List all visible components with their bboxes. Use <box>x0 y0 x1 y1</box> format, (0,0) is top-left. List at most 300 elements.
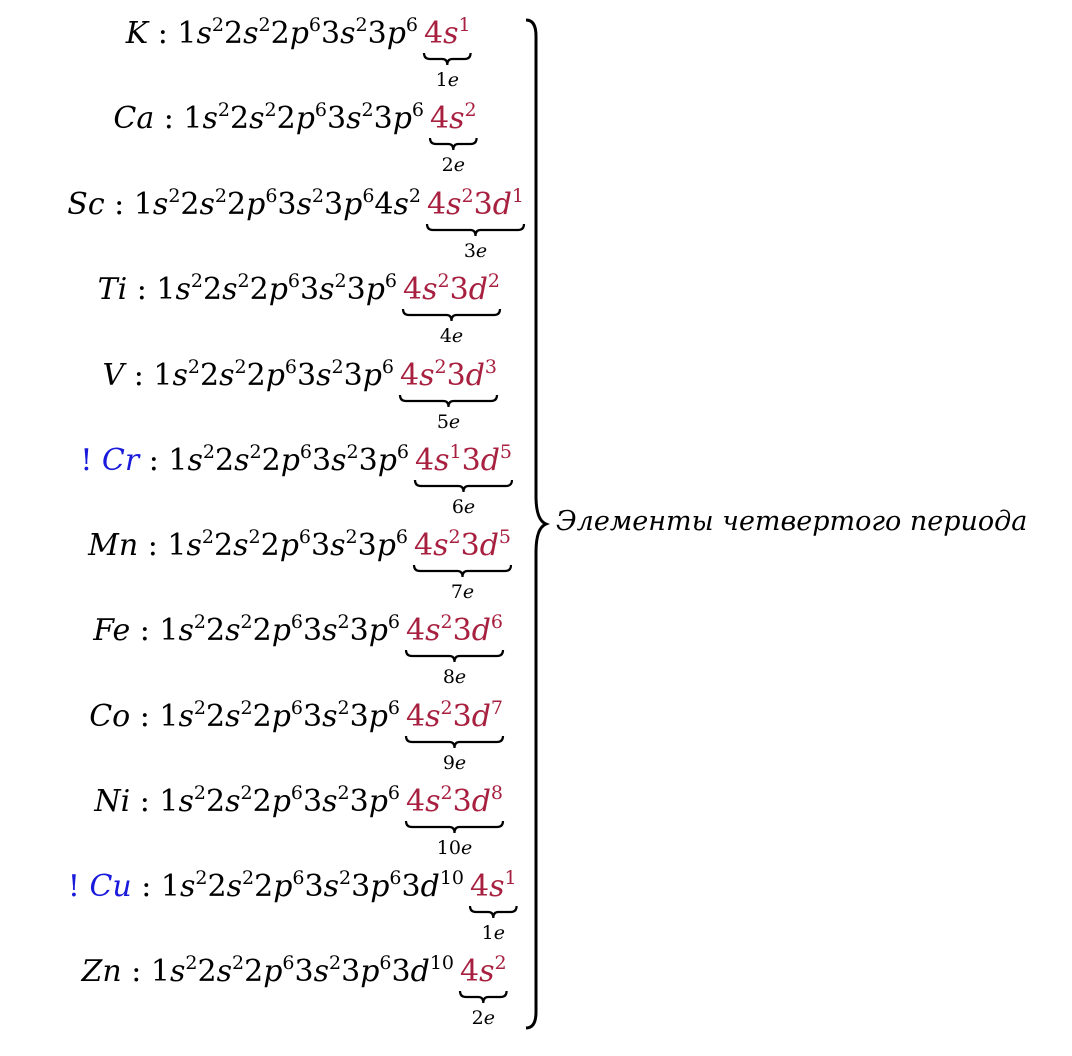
occupancy: 1 <box>511 185 524 207</box>
orbital: 2p <box>260 528 299 563</box>
config-term <box>311 528 358 563</box>
orbital: 4s <box>415 443 450 478</box>
config-term <box>374 101 424 136</box>
occupancy: 6 <box>287 270 300 292</box>
config-term <box>350 613 400 648</box>
config-term <box>206 613 253 648</box>
occupancy: 2 <box>211 14 224 36</box>
element-row <box>0 952 530 1029</box>
occupancy: 6 <box>395 526 408 548</box>
config-term <box>305 869 352 904</box>
occupancy: 2 <box>361 99 374 121</box>
orbital: 2s <box>207 869 242 904</box>
occupancy: 2 <box>408 185 421 207</box>
occupancy: 6 <box>405 14 418 36</box>
orbital: 3p <box>341 954 380 989</box>
period-label: Элементы четвертого периода <box>556 506 1028 537</box>
occupancy: 2 <box>434 356 447 378</box>
occupancy: 2 <box>187 356 200 378</box>
config-term <box>247 358 297 393</box>
core-configuration <box>94 782 400 819</box>
core-configuration <box>113 99 424 136</box>
occupancy: 2 <box>440 611 453 633</box>
occupancy: 2 <box>240 697 253 719</box>
config-term <box>254 869 304 904</box>
electron-count: 9e <box>442 752 467 774</box>
orbital: 3p <box>349 784 388 819</box>
config-term <box>374 187 421 222</box>
element-symbol: Ti <box>97 272 128 307</box>
underbrace <box>412 564 513 580</box>
config-term <box>392 954 455 989</box>
occupancy: 2 <box>258 14 271 36</box>
orbital: 3d <box>401 869 440 904</box>
orbital: 3s <box>297 358 332 393</box>
config-term <box>203 272 250 307</box>
orbital: 4s <box>430 101 465 136</box>
core-configuration <box>80 441 409 478</box>
occupancy: 2 <box>240 611 253 633</box>
occupancy: 2 <box>464 99 477 121</box>
valence-term <box>461 528 511 563</box>
valence-electrons <box>406 611 503 648</box>
orbital: 2s <box>230 101 265 136</box>
element-symbol: Ca <box>113 101 155 136</box>
config-term <box>358 528 408 563</box>
occupancy: 2 <box>214 185 227 207</box>
orbital: 3p <box>349 613 388 648</box>
element-symbol: V <box>102 358 125 393</box>
config-term <box>224 16 271 51</box>
electron-count: 1e <box>481 922 505 944</box>
config-term <box>151 954 198 989</box>
orbital: 3d <box>452 699 491 734</box>
valence-term <box>462 443 512 478</box>
underbrace <box>404 649 505 665</box>
orbital: 1s <box>156 272 191 307</box>
element-symbol: K <box>125 16 149 51</box>
electron-count: 2e <box>471 1007 495 1029</box>
config-term <box>215 443 262 478</box>
config-term <box>261 528 311 563</box>
orbital: 1s <box>160 869 196 904</box>
orbital: 4s <box>403 272 438 307</box>
occupancy: 5 <box>498 526 511 548</box>
occupancy: 5 <box>499 441 512 463</box>
occupancy: 6 <box>284 356 297 378</box>
separator: : <box>121 954 151 989</box>
separator: : <box>148 16 178 51</box>
orbital: 2s <box>214 528 249 563</box>
orbital: 1s <box>133 187 169 222</box>
config-term <box>200 358 247 393</box>
separator: : <box>138 528 168 563</box>
occupancy: 2 <box>337 611 350 633</box>
orbital: 1s <box>159 784 194 819</box>
occupancy: 2 <box>440 697 453 719</box>
orbital: 2p <box>252 613 291 648</box>
config-term <box>134 187 181 222</box>
orbital: 4s <box>374 187 409 222</box>
orbital: 2p <box>227 187 266 222</box>
core-configuration <box>67 867 464 904</box>
orbital: 2s <box>203 272 238 307</box>
orbital: 1s <box>177 16 212 51</box>
orbital: 4s <box>406 699 441 734</box>
orbital: 3d <box>473 187 512 222</box>
orbital: 2s <box>206 613 241 648</box>
occupancy: 1 <box>504 867 517 889</box>
orbital: 3s <box>277 187 312 222</box>
occupancy: 6 <box>314 99 327 121</box>
orbital: 2s <box>224 16 259 51</box>
occupancy: 6 <box>490 611 503 633</box>
occupancy: 6 <box>362 185 375 207</box>
config-term <box>277 187 324 222</box>
occupancy: 2 <box>355 14 368 36</box>
config-term <box>327 101 374 136</box>
orbital: 4s <box>406 613 441 648</box>
occupancy: 2 <box>345 526 358 548</box>
orbital: 2s <box>197 954 232 989</box>
element-symbol: Zn <box>81 954 122 989</box>
config-term <box>402 869 465 904</box>
orbital: 3p <box>324 187 363 222</box>
config-term <box>300 272 347 307</box>
orbital: 3s <box>303 699 338 734</box>
group-brace <box>520 16 550 1032</box>
valence-term <box>406 699 453 734</box>
occupancy: 6 <box>381 356 394 378</box>
config-term <box>253 699 303 734</box>
orbital: 3p <box>343 358 382 393</box>
orbital: 2p <box>276 101 315 136</box>
orbital: 2s <box>206 699 241 734</box>
occupancy: 7 <box>490 697 503 719</box>
orbital: 2p <box>246 358 285 393</box>
occupancy: 2 <box>339 867 352 889</box>
config-term <box>350 784 400 819</box>
underbrace <box>413 479 514 495</box>
orbital: 3s <box>321 16 356 51</box>
occupancy: 2 <box>440 782 453 804</box>
element-row <box>0 611 530 688</box>
orbital: 3p <box>349 699 388 734</box>
orbital: 3s <box>327 101 362 136</box>
config-term <box>341 954 391 989</box>
occupancy: 2 <box>487 270 500 292</box>
element-symbol: Cu <box>89 869 132 904</box>
occupancy: 2 <box>185 952 198 974</box>
occupancy: 3 <box>484 356 497 378</box>
orbital: 3d <box>452 613 491 648</box>
occupancy: 2 <box>190 270 203 292</box>
config-term <box>206 784 253 819</box>
config-term <box>198 954 245 989</box>
config-term <box>295 954 342 989</box>
valence-electrons <box>430 99 477 136</box>
occupancy: 2 <box>329 952 342 974</box>
config-term <box>344 358 394 393</box>
config-term <box>359 443 409 478</box>
occupancy: 2 <box>461 185 474 207</box>
element-row <box>0 99 530 176</box>
electron-count: 10e <box>436 837 473 859</box>
separator: : <box>130 699 160 734</box>
config-term <box>262 443 312 478</box>
orbital: 2p <box>244 954 283 989</box>
occupancy: 2 <box>232 952 245 974</box>
orbital: 2s <box>180 187 215 222</box>
config-term <box>303 784 350 819</box>
valence-term <box>470 869 517 904</box>
orbital: 3d <box>446 358 485 393</box>
config-term <box>303 613 350 648</box>
config-term <box>161 869 208 904</box>
config-term <box>324 187 374 222</box>
occupancy: 2 <box>337 697 350 719</box>
occupancy: 6 <box>411 99 424 121</box>
config-term <box>177 16 224 51</box>
occupancy: 2 <box>248 526 261 548</box>
valence-electrons <box>403 270 500 307</box>
valence-electrons <box>414 526 511 563</box>
valence-electrons <box>415 441 512 478</box>
orbital: 3p <box>373 101 412 136</box>
element-symbol: Mn <box>88 528 139 563</box>
occupancy: 6 <box>308 14 321 36</box>
element-row <box>0 14 530 91</box>
occupancy: 2 <box>264 99 277 121</box>
occupancy: 1 <box>458 14 471 36</box>
valence-electrons <box>424 14 471 51</box>
underbrace <box>458 990 509 1006</box>
orbital: 1s <box>159 699 194 734</box>
orbital: 4s <box>414 528 449 563</box>
occupancy: 2 <box>234 356 247 378</box>
config-term <box>303 699 350 734</box>
electron-count: 8e <box>442 666 467 688</box>
separator: : <box>130 613 160 648</box>
occupancy: 1 <box>449 441 462 463</box>
separator: : <box>131 869 161 904</box>
config-term <box>180 187 227 222</box>
element-row <box>0 867 530 944</box>
config-term <box>321 16 368 51</box>
core-configuration <box>97 270 397 307</box>
occupancy: 2 <box>193 611 206 633</box>
config-term <box>271 16 321 51</box>
core-configuration <box>67 185 421 222</box>
occupancy: 6 <box>290 697 303 719</box>
electron-count: 7e <box>450 581 475 603</box>
occupancy: 6 <box>282 952 295 974</box>
occupancy: 2 <box>494 952 507 974</box>
orbital: 1s <box>153 358 188 393</box>
orbital: 1s <box>183 101 218 136</box>
config-term <box>214 528 261 563</box>
occupancy: 6 <box>290 782 303 804</box>
orbital: 3p <box>358 443 397 478</box>
valence-term <box>453 784 503 819</box>
orbital: 2s <box>206 784 241 819</box>
occupancy: 2 <box>193 697 206 719</box>
occupancy: 2 <box>193 782 206 804</box>
electron-count: 5e <box>436 411 461 433</box>
element-symbol: Sc <box>67 187 105 222</box>
orbital: 2p <box>254 869 293 904</box>
valence-electrons <box>406 697 503 734</box>
occupancy: 2 <box>448 526 461 548</box>
orbital: 4s <box>470 869 505 904</box>
valence-term <box>427 187 474 222</box>
element-row <box>0 356 530 433</box>
electron-count: 6e <box>451 496 476 518</box>
config-term <box>253 784 303 819</box>
valence-term <box>430 101 477 136</box>
orbital: 3p <box>367 16 406 51</box>
config-term <box>297 358 344 393</box>
occupancy: 6 <box>265 185 278 207</box>
orbital: 2s <box>200 358 235 393</box>
valence-term <box>414 528 461 563</box>
orbital: 1s <box>150 954 186 989</box>
orbital: 1s <box>167 528 202 563</box>
underbrace <box>425 223 526 239</box>
config-term <box>183 101 230 136</box>
occupancy: 6 <box>389 867 402 889</box>
occupancy: 6 <box>379 952 392 974</box>
config-term <box>277 101 327 136</box>
core-configuration <box>89 697 400 734</box>
config-term <box>159 613 206 648</box>
separator: : <box>124 358 154 393</box>
orbital: 3s <box>312 443 347 478</box>
core-configuration <box>93 611 400 648</box>
valence-electrons <box>427 185 524 222</box>
orbital: 2p <box>252 784 291 819</box>
occupancy: 2 <box>237 270 250 292</box>
element-symbol: Fe <box>93 613 131 648</box>
orbital: 3d <box>461 443 500 478</box>
occupancy: 6 <box>299 441 312 463</box>
separator: : <box>104 187 134 222</box>
occupancy: 6 <box>384 270 397 292</box>
orbital: 3s <box>303 613 338 648</box>
core-configuration <box>125 14 418 51</box>
occupancy: 6 <box>298 526 311 548</box>
config-term <box>167 528 214 563</box>
element-row <box>0 526 530 603</box>
occupancy: 6 <box>387 782 400 804</box>
config-term <box>227 187 277 222</box>
config-term <box>368 16 418 51</box>
orbital: 2p <box>252 699 291 734</box>
underbrace <box>401 308 502 324</box>
config-term <box>153 358 200 393</box>
separator: : <box>154 101 184 136</box>
orbital: 2p <box>261 443 300 478</box>
separator: : <box>130 784 160 819</box>
occupancy: 2 <box>311 185 324 207</box>
valence-term <box>453 699 503 734</box>
config-term <box>159 784 206 819</box>
orbital: 3p <box>346 272 385 307</box>
config-term <box>351 869 401 904</box>
config-term <box>250 272 300 307</box>
orbital: 3d <box>391 954 430 989</box>
orbital: 3d <box>452 784 491 819</box>
valence-term <box>474 187 524 222</box>
occupancy: 2 <box>202 441 215 463</box>
orbital: 3s <box>300 272 335 307</box>
occupancy: 6 <box>396 441 409 463</box>
config-term <box>244 954 294 989</box>
element-row <box>0 270 530 347</box>
orbital: 3s <box>311 528 346 563</box>
occupancy: 2 <box>346 441 359 463</box>
orbital: 4s <box>400 358 435 393</box>
occupancy: 6 <box>292 867 305 889</box>
occupancy: 2 <box>217 99 230 121</box>
underbrace <box>404 735 505 751</box>
orbital: 2p <box>249 272 288 307</box>
valence-electrons <box>460 952 507 989</box>
config-term <box>347 272 397 307</box>
valence-term <box>406 613 453 648</box>
core-configuration <box>81 952 454 989</box>
occupancy: 2 <box>240 782 253 804</box>
valence-term <box>403 272 450 307</box>
occupancy: 2 <box>195 867 208 889</box>
valence-term <box>450 272 500 307</box>
underbrace <box>428 137 479 153</box>
core-configuration <box>102 356 394 393</box>
orbital: 3s <box>303 784 338 819</box>
element-row <box>0 185 530 262</box>
orbital: 3p <box>357 528 396 563</box>
config-term <box>206 699 253 734</box>
orbital: 3d <box>460 528 499 563</box>
config-term <box>253 613 303 648</box>
occupancy: 2 <box>337 782 350 804</box>
underbrace <box>468 905 519 921</box>
occupancy: 2 <box>201 526 214 548</box>
warning-mark: ! <box>80 443 102 478</box>
element-row <box>0 697 530 774</box>
element-row <box>0 782 530 859</box>
orbital: 1s <box>168 443 203 478</box>
orbital: 4s <box>427 187 462 222</box>
element-symbol: Cr <box>101 443 140 478</box>
core-configuration <box>88 526 408 563</box>
config-term <box>350 699 400 734</box>
electron-count: 2e <box>441 154 465 176</box>
occupancy: 8 <box>490 782 503 804</box>
config-term <box>312 443 359 478</box>
orbital: 1s <box>159 613 194 648</box>
electron-count: 3e <box>463 240 488 262</box>
orbital: 3s <box>304 869 339 904</box>
occupancy: 6 <box>387 697 400 719</box>
config-term <box>156 272 203 307</box>
valence-term <box>400 358 447 393</box>
valence-electrons <box>400 356 497 393</box>
underbrace <box>422 52 473 68</box>
occupancy: 2 <box>331 356 344 378</box>
valence-term <box>447 358 497 393</box>
occupancy: 2 <box>168 185 181 207</box>
